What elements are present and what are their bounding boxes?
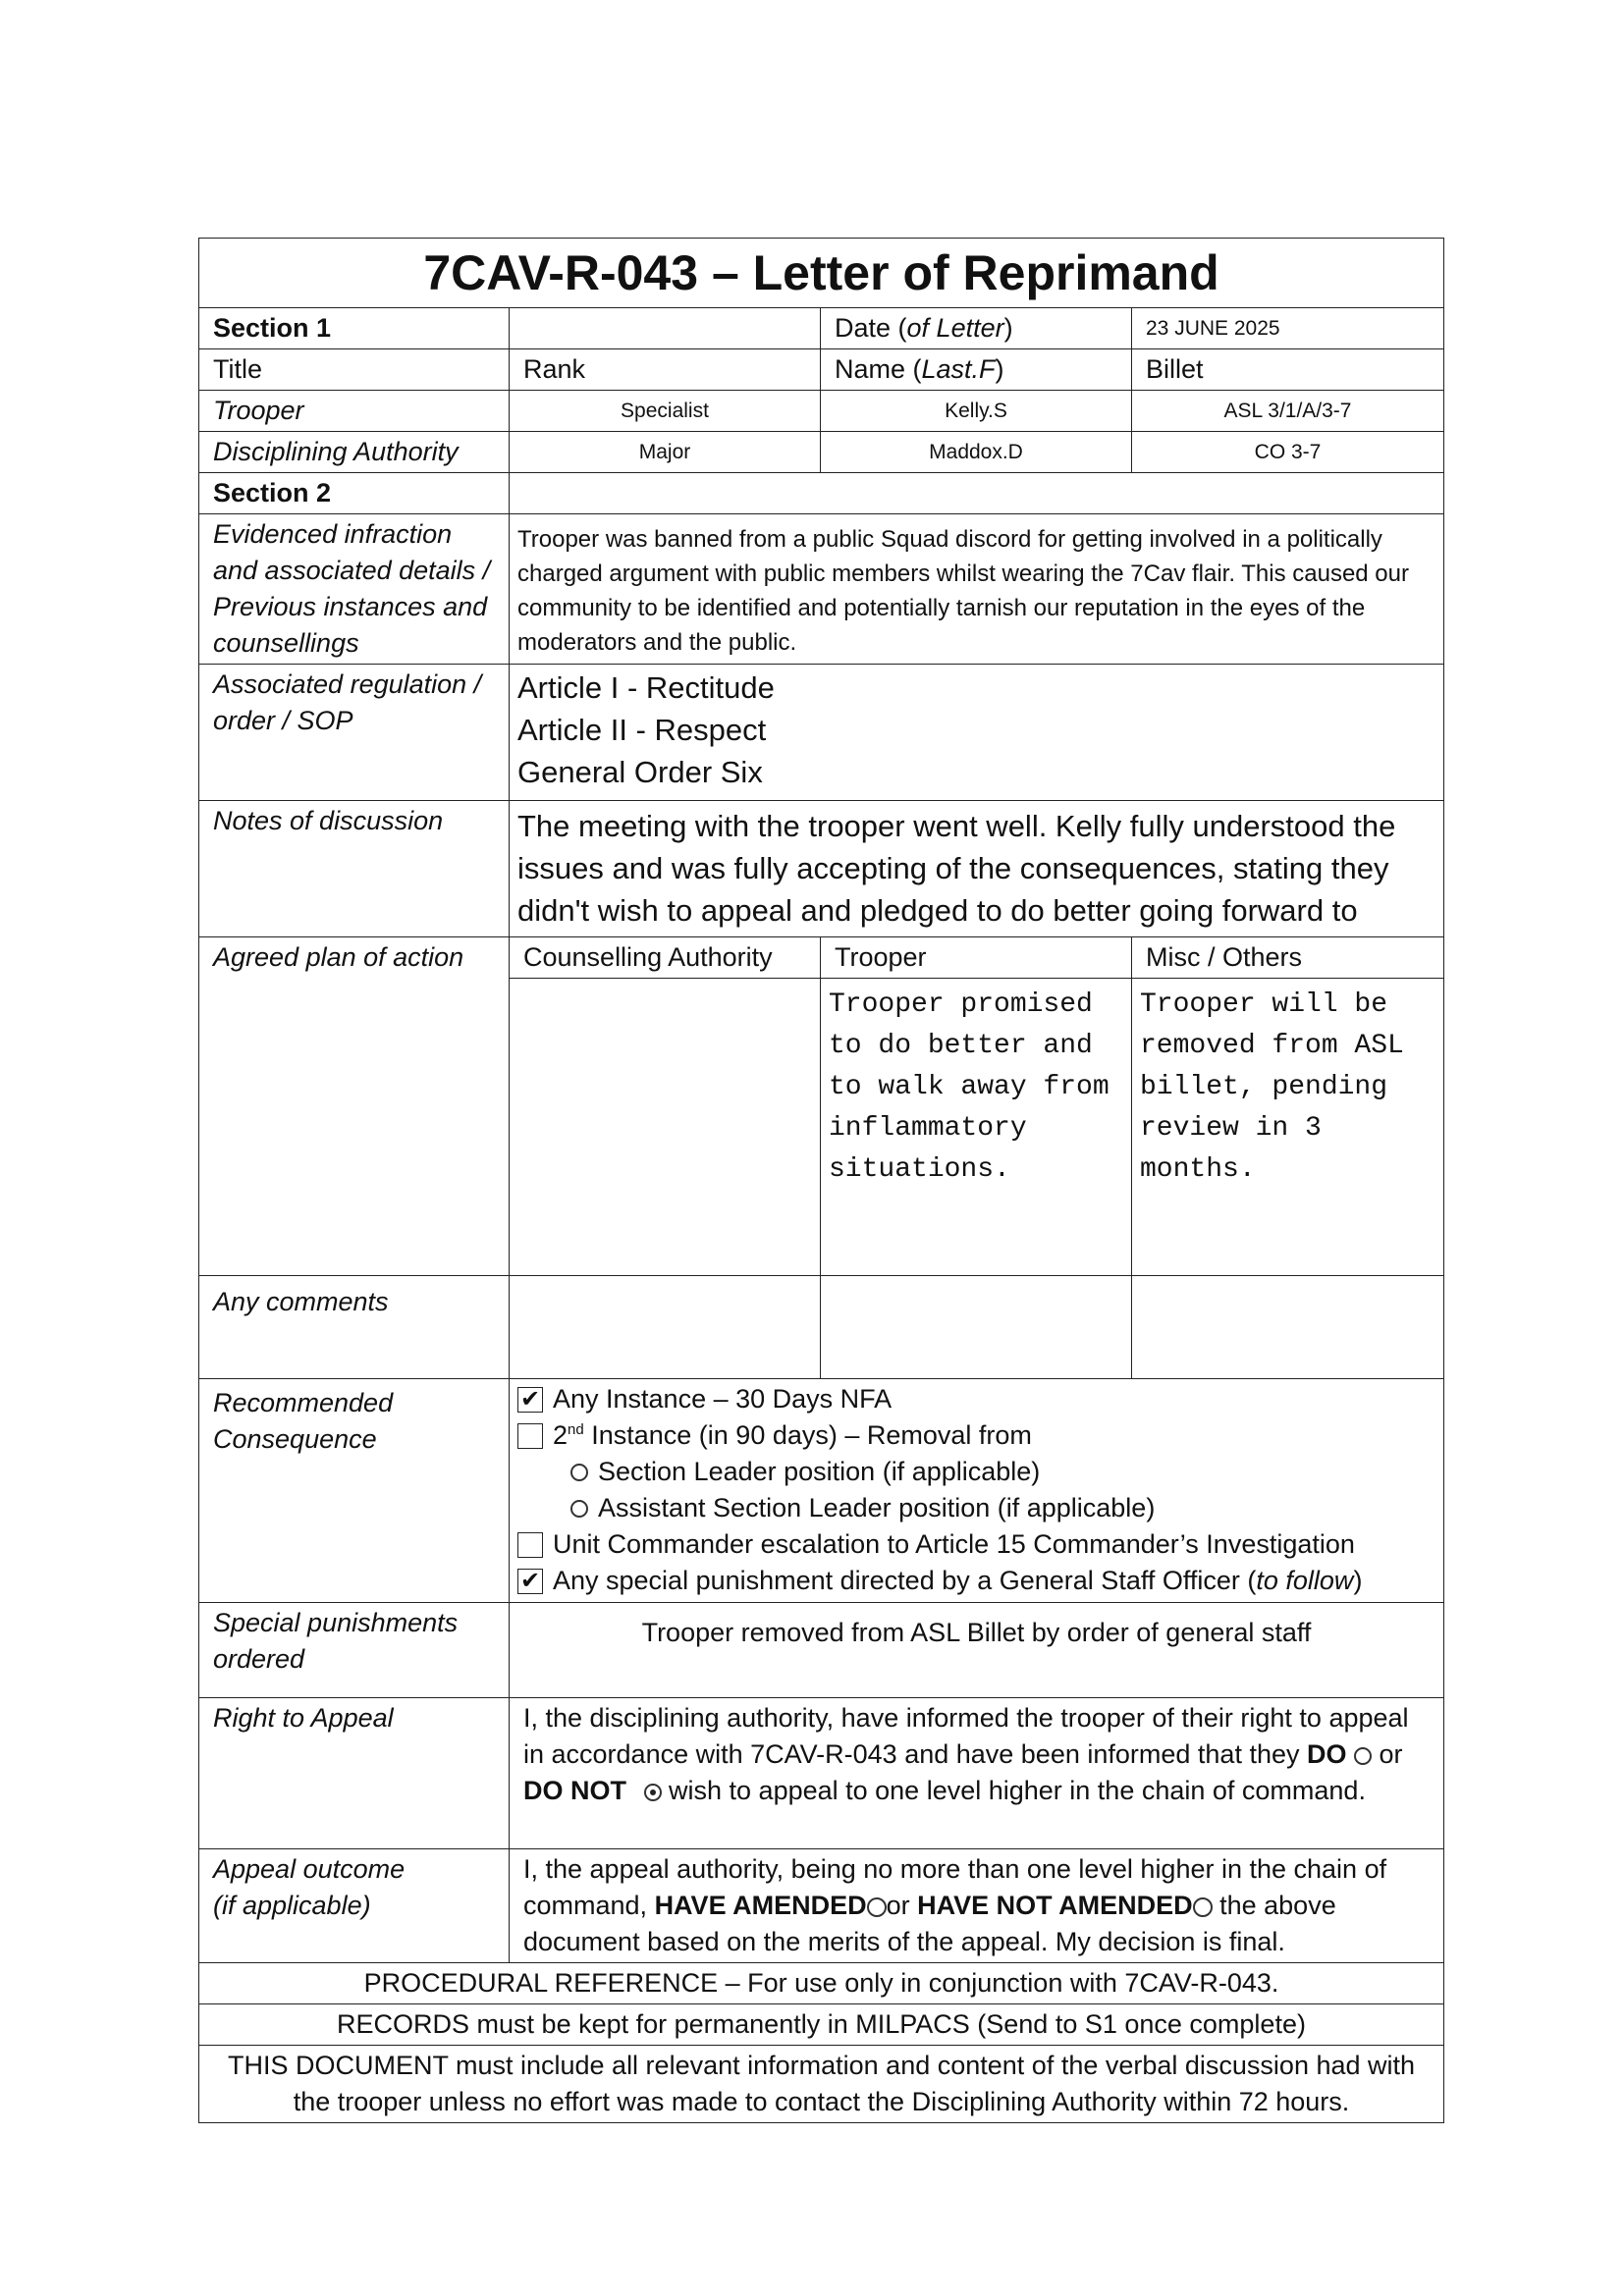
comments-field-counselling[interactable] xyxy=(510,1276,821,1379)
section-2-blank xyxy=(510,473,1444,514)
authority-row-label: Disciplining Authority xyxy=(199,432,510,473)
appeal-right-text: I, the disciplining authority, have informed the trooper of their right to appeal in accordance with 7CAV-R-043 and have been informed that they DO or DO NOT wish to appeal to one level higher in the chain of command. xyxy=(510,1698,1444,1849)
form-table xyxy=(198,238,1444,2123)
comments-field-misc[interactable] xyxy=(1132,1276,1444,1379)
appeal-outcome-label: Appeal outcome (if applicable) xyxy=(199,1849,510,1963)
trooper-name[interactable]: Kelly.S xyxy=(821,391,1132,432)
trooper-rank[interactable]: Specialist xyxy=(510,391,821,432)
authority-billet[interactable]: CO 3-7 xyxy=(1132,432,1444,473)
header-title: Title xyxy=(199,349,510,391)
section-1-label: Section 1 xyxy=(199,308,510,349)
authority-name[interactable]: Maddox.D xyxy=(821,432,1132,473)
consequence-label: Recommended Consequence xyxy=(199,1379,510,1603)
plan-trooper-field[interactable]: Trooper promised to do better and to walk away from inflammatory situations. xyxy=(821,979,1132,1276)
checkbox-empty-icon[interactable] xyxy=(517,1423,543,1449)
trooper-billet[interactable]: ASL 3/1/A/3-7 xyxy=(1132,391,1444,432)
consequence-text: Any Instance – 30 Days NFA xyxy=(553,1384,893,1414)
regulation-label: Associated regulation / order / SOP xyxy=(199,665,510,801)
plan-label: Agreed plan of action xyxy=(199,937,510,1276)
have-not-amended-radio-icon[interactable] xyxy=(1193,1897,1213,1917)
date-label: Date (of Letter) xyxy=(821,308,1132,349)
plan-misc-field[interactable]: Trooper will be removed from ASL billet, pending review in 3 months. xyxy=(1132,979,1444,1276)
have-amended-radio-icon[interactable] xyxy=(867,1897,887,1917)
consequence-option-30-days[interactable] xyxy=(517,1381,1435,1417)
consequence-option-special[interactable] xyxy=(517,1563,1435,1599)
radio-button-icon[interactable] xyxy=(570,1500,588,1518)
checkbox-empty-icon[interactable] xyxy=(517,1532,543,1558)
special-punishment-label: Special punishments ordered xyxy=(199,1603,510,1698)
header-rank: Rank xyxy=(510,349,821,391)
records-note: RECORDS must be kept for permanently in MILPACS (Send to S1 once complete) xyxy=(199,2004,1444,2046)
plan-header-counselling: Counselling Authority xyxy=(510,937,821,979)
header-billet: Billet xyxy=(1132,349,1444,391)
consequence-option-article-15[interactable] xyxy=(517,1526,1435,1563)
plan-counselling-field[interactable] xyxy=(510,979,821,1276)
radio-button-icon[interactable] xyxy=(570,1464,588,1481)
regulation-item: Article II - Respect xyxy=(517,713,767,747)
section-2-label: Section 2 xyxy=(199,473,510,514)
consequence-options xyxy=(510,1379,1444,1603)
removal-sub-option-sl[interactable] xyxy=(517,1454,1435,1490)
removal-sub-option-asl[interactable] xyxy=(517,1490,1435,1526)
comments-field-trooper[interactable] xyxy=(821,1276,1132,1379)
consequence-text: Any special punishment directed by a General Staff Officer (to follow) xyxy=(553,1566,1363,1595)
document-requirement-note: THIS DOCUMENT must include all relevant information and content of the verbal discussion had with the trooper unless no effort was made to contact the Disciplining Authority within 72 hours. xyxy=(199,2046,1444,2123)
appeal-do-radio-icon[interactable] xyxy=(1354,1747,1372,1765)
appeal-right-label: Right to Appeal xyxy=(199,1698,510,1849)
checkbox-checked-icon[interactable]: ✔ xyxy=(517,1387,543,1413)
consequence-option-removal[interactable] xyxy=(517,1417,1435,1454)
plan-header-trooper: Trooper xyxy=(821,937,1132,979)
infraction-details[interactable]: Trooper was banned from a public Squad discord for getting involved in a politically charged argument with public members whilst wearing the 7Cav flair. This caused our community to be identified and potentially tarnish our reputation in the eyes of the moderators and the public. xyxy=(510,514,1444,665)
regulation-item: Article I - Rectitude xyxy=(517,670,775,705)
document-title: 7CAV-R-043 – Letter of Reprimand xyxy=(199,239,1444,308)
consequence-text: Section Leader position (if applicable) xyxy=(598,1457,1041,1486)
special-punishment-text[interactable]: Trooper removed from ASL Billet by order of general staff xyxy=(510,1603,1444,1698)
notes-label: Notes of discussion xyxy=(199,801,510,937)
consequence-text: 2nd Instance (in 90 days) – Removal from xyxy=(553,1420,1032,1450)
date-value[interactable]: 23 JUNE 2025 xyxy=(1132,308,1444,349)
procedural-reference: PROCEDURAL REFERENCE – For use only in conjunction with 7CAV-R-043. xyxy=(199,1963,1444,2004)
plan-header-misc: Misc / Others xyxy=(1132,937,1444,979)
section-1-blank xyxy=(510,308,821,349)
regulation-list[interactable] xyxy=(510,665,1444,801)
notes-of-discussion[interactable]: The meeting with the trooper went well. Kelly fully understood the issues and was fully accepting of the consequences, stating they didn't wish to appeal and pledged to do better going forward to xyxy=(510,801,1444,937)
appeal-do-not-radio-selected-icon[interactable] xyxy=(644,1784,662,1801)
authority-rank[interactable]: Major xyxy=(510,432,821,473)
consequence-text: Unit Commander escalation to Article 15 Commander’s Investigation xyxy=(553,1529,1355,1559)
header-name: Name (Last.F) xyxy=(821,349,1132,391)
consequence-text: Assistant Section Leader position (if applicable) xyxy=(598,1493,1156,1522)
checkbox-checked-icon[interactable]: ✔ xyxy=(517,1569,543,1594)
infraction-label: Evidenced infraction and associated details / Previous instances and counsellings xyxy=(199,514,510,665)
reprimand-form xyxy=(198,238,1443,2123)
regulation-item: General Order Six xyxy=(517,755,763,789)
appeal-outcome-text: I, the appeal authority, being no more than one level higher in the chain of command, HAVE AMENDED or HAVE NOT AMENDED the above document based on the merits of the appeal. My decision is final. xyxy=(510,1849,1444,1963)
comments-label: Any comments xyxy=(199,1276,510,1379)
trooper-row-label: Trooper xyxy=(199,391,510,432)
